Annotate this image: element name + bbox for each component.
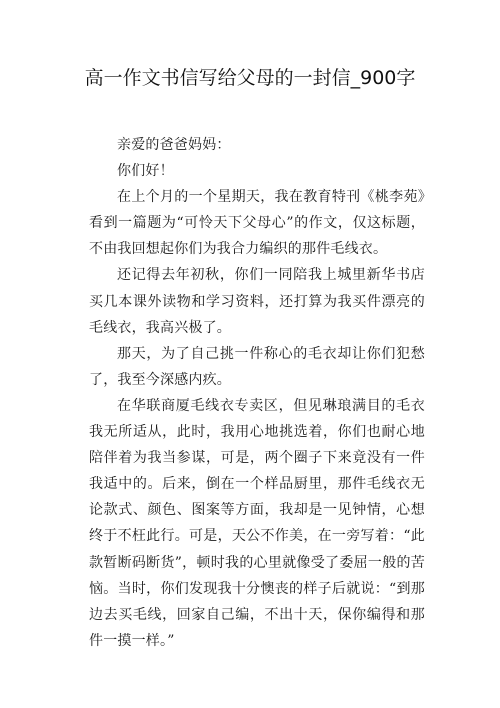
paragraph: 在华联商厦毛线衣专卖区，但见琳琅满目的毛衣我无所适从，此时，我用心地挑选着，你们也耐心地陪伴着为我当参谋，可是，两个圈子下来竟没有一件我适中的。后来，倒在一个样品厨里，那件毛线衣无论款式、颜色、图案等方面，我却是一见钟情，心想终于不枉此行。可是，天公不作美，在一旁写着：“此款暂断码断货”，顿时我的心里就像受了委屈一般的苦恼。当时，你们发现我十分懊丧的样子后就说：“到那边去买毛线，回家自己编，不出十天，保你编得和那件一摸一样。” [89, 397, 425, 649]
greeting: 你们好！ [117, 163, 174, 180]
paragraph: 还记得去年初秋，你们一同陪我上城里新华书店买几本课外读物和学习资料，还打算为我买件漂亮的毛线衣，我高兴极了。 [89, 267, 425, 336]
salutation: 亲爱的爸爸妈妈： [117, 137, 231, 153]
paragraph: 那天，为了自己挑一件称心的毛衣却让你们犯愁了，我至今深感内疚。 [89, 345, 425, 388]
paragraph: 在上个月的一个星期天，我在教育特刊《桃李苑》看到一篇题为“可怜天下父母心”的作文，仅这标题，不由我回想起你们为我合力编织的那件毛线衣。 [89, 189, 425, 258]
letter-body [89, 132, 425, 654]
document-title: 高一作文书信写给父母的一封信_900字 [84, 67, 416, 89]
